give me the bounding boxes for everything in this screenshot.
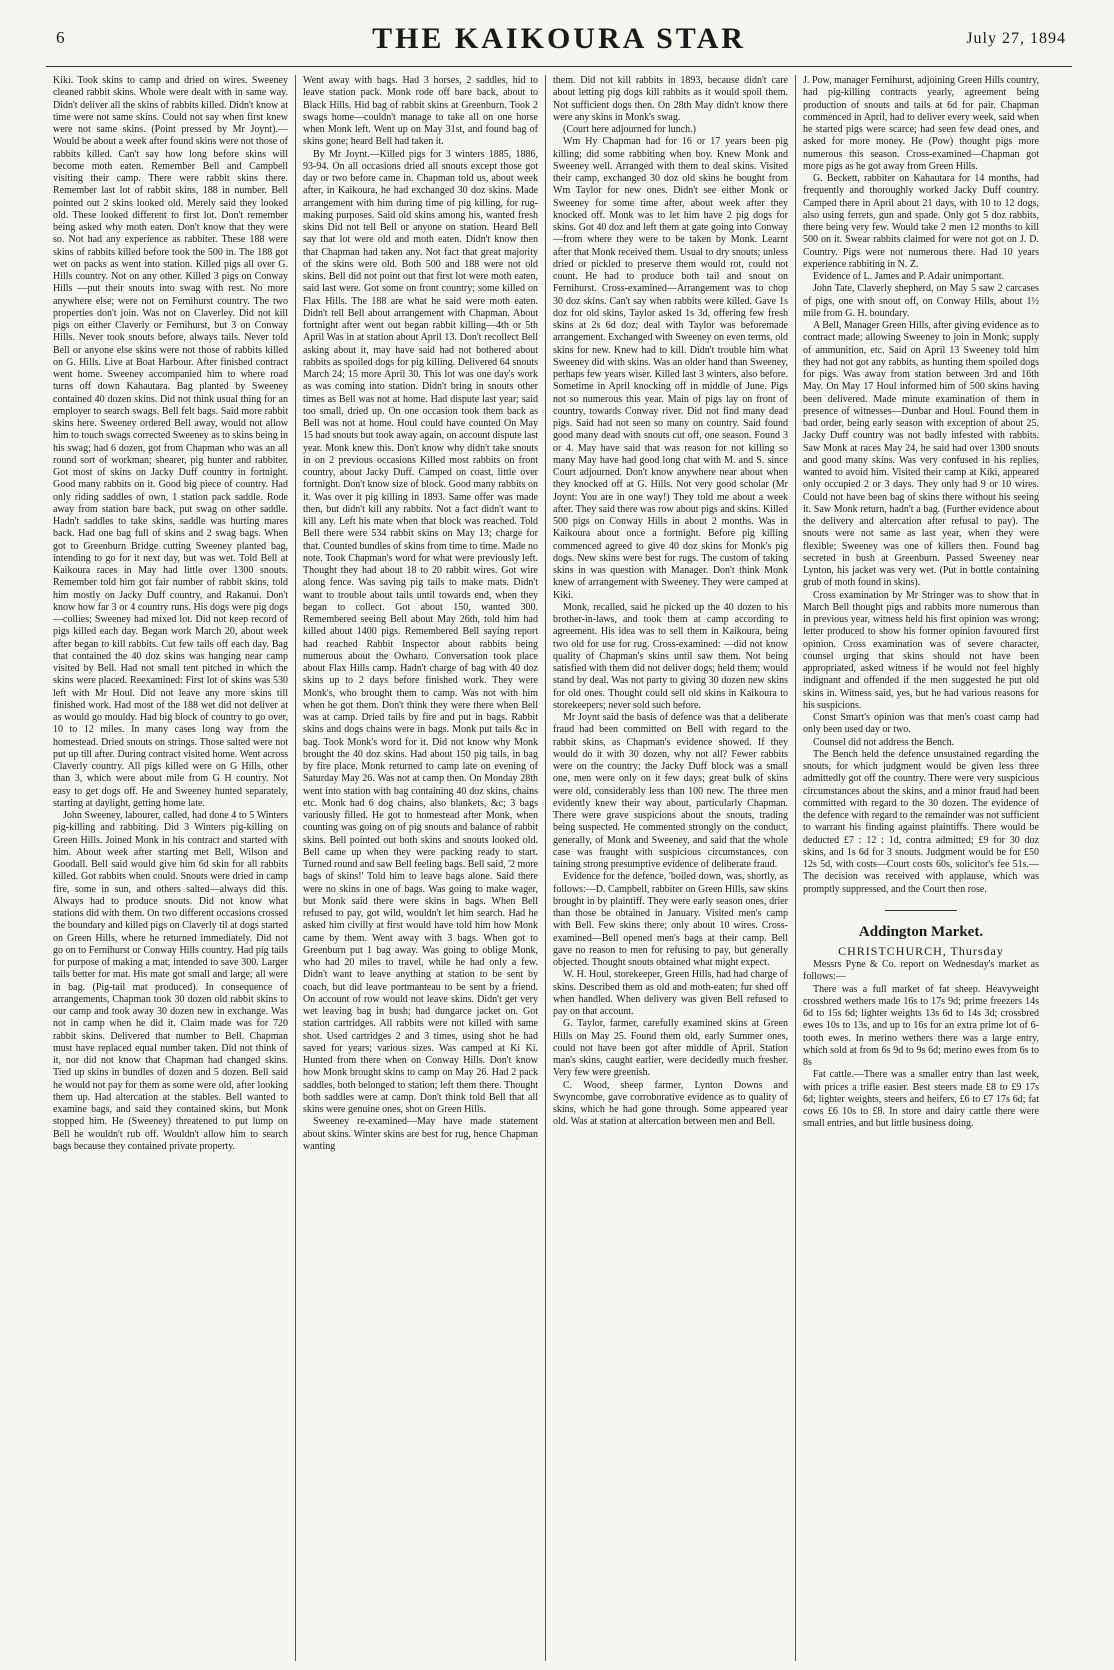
issue-date: July 27, 1894 bbox=[966, 30, 1066, 47]
paragraph: G. Beckett, rabbiter on Kahautara for 14 months, had frequently and thoroughly worked Jacky Duff country. Camped there in April about 21 days, with 10 to 12 dogs, also using ferrets, gun and spade. Only got 5 doz rabbits, there being very few. Would take 2 men 12 months to kill 500 on it. Swear rabbits claimed for were not got on J. D. Country. Pigs were not numerous there. Had 10 years experience rabbiting in N. Z. bbox=[803, 173, 1039, 270]
paragraph: Evidence for the defence, 'boiled down, was, shortly, as follows:—D. Campbell, rabbiter on Green Hills, saw skins brought in by plaintiff. They were early season ones, drier than those be obtained in January. Visited men's camp with Bell. Few skins there; only about 10 wires. Cross-examined—Bell opened men's bags at their camp. Bell gave no reason to men for refusing to pay, but generally objected. Thought snouts obtained what might expect. bbox=[553, 871, 788, 968]
masthead bbox=[46, 22, 1072, 67]
paragraph: J. Pow, manager Fernihurst, adjoining Green Hills country, had pig-killing contracts yearly, agreement being production of snouts and tails at 6d for pair. Chapman commenced in April, had to deliver every week, said when he started pigs were scarce; had seen few dead ones, and asked for more money. He (Pow) thought pigs more numerous this season. Cross-examined—Chapman got more pigs as he got away from Green Hills. bbox=[803, 75, 1039, 172]
paragraph: Messrs Pyne & Co. report on Wednesday's market as follows:— bbox=[803, 959, 1039, 983]
paragraph: There was a full market of fat sheep. Heavyweight crossbred wethers made 16s to 17s 9d; prime freezers 14s 6d to 15s 6d; lighter weights 13s 6d to 14s 3d; crossbred ewes 10s to 13s, and up to 16s for an extra prime lot of 6-tooth ewes. In merino wethers there was a large entry, which sold at from 6s 9d to 9s 6d; merino ewes from 6s to 8s bbox=[803, 983, 1039, 1068]
paragraph: Counsel did not address the Bench. bbox=[813, 736, 955, 748]
paragraph: A Bell, Manager Green Hills, after giving evidence as to contract made; allowing Sweeney to join in Monk; supply of ammunition, etc. Said on April 13 Sweeney told him they had not got any rabbits, as hunting them spoiled dogs for pigs. Was away from station between 3rd and 16th May. On May 17 Houl informed him of 500 skins having been delivered. Made minute examination of them in presence of witnesses—Dunbar and Houl. Found them in bad order, being early season with exception of about 25. Jacky Duff country was not badly infested with rabbits. Saw Monk at races May 24, he said had over 1300 snouts and good many skins. Was very confused in his replies, wanted to avoid him. Visited their camp at Kiki, appeared only occupied 2 or 3 days. They only had 9 or 10 wires. Could not have been bag of skins there without his seeing it. Saw Monk return, hadn't a bag. (Further evidence about the delivery and altercation after refusal to pay). The snouts were not same as last year, when they were flexible; Sweeney was one of killers then. Found bag secreted in bush at Greenburn. Passed Sweeney near Lynton, his jacket was very wet. (Put in bottle containing grub of moth found in skins). bbox=[803, 320, 1039, 589]
column-1 bbox=[46, 75, 296, 1661]
paragraph: them. Did not kill rabbits in 1893, because didn't care about letting pig dogs kill rabbits as it would spoil them. Not sufficient dogs then. On 28th May didn't know there were any skins in Monk's swag. bbox=[553, 75, 788, 123]
newspaper-title: THE KAIKOURA STAR bbox=[372, 22, 746, 55]
paragraph: Wm Hy Chapman had for 16 or 17 years been pig killing; did some rabbiting when boy. Knew Monk and Sweeney well. Arranged with them to deal skins. Visited their camp, exchanged 30 doz old skins he bought from Wm Taylor for new ones. Didn't see either Monk or Sweeney for some time after, about week after they knocked off. Monk was to let him have 2 pig dogs for skins. Got 40 doz and left them at gate going into Conway—from where they were to be taken by Monk. Learnt after that Monk received them. Usual to dry snouts; unless dried or pickled to preserve them would rot, could not count. He had to produce both tail and snout on Fernihurst. Cross-examined—Arrangement was to chop 30 doz skins. Can't say when rabbits were killed. Gave 1s doz for old skins, Taylor asked 1s 3d, offering few fresh skins at 2s 6d doz; deal with Taylor was beforemade arrangement. Exchanged with Sweeney on even terms, old skins for new. Knew had to kill. Didn't trouble him what Sweeney did with skins. Was an older hand than Sweeney, perhaps few years wiser. Killed last 3 winters, also before. Sometime in April knocking off in middle of June. Pigs not so numerous this year. Main of pigs lay on front of country, towards Conway river. Did not find many dead pigs. Said had not seen so many on country. Said found good many dead with snouts cut off, one season. Found 3 or 4. May have said that was reason for not killing so many May have had good long chat with M. and S. since Court adjourned. Don't know anywhere near about when they knocked off at G. Hills. Not very good scholar (Mr Joynt: You are in one way!) They told me about a week after. They said there was row about pigs and skins. Killed 500 pigs on Conway Hills in about 2 months. Was in Kaikoura about once a fortnight. Before pig killing commenced agreed to give 40 doz skins for Monk's pig dogs. New skins were best for rugs. The custom of taking skins in was question with Manager. Don't think Monk knew of arrangement with Sweeney. They were camped at Kiki. bbox=[553, 136, 788, 601]
dateline: CHRISTCHURCH, Thursday bbox=[838, 943, 1004, 958]
divider bbox=[885, 910, 957, 911]
paragraph: G. Taylor, farmer, carefully examined skins at Green Hills on May 25. Found them old, early Summer ones, could not have been got after middle of April. Station man's skins, caught earlier, were decidedly much fresher. Very few were greenish. bbox=[553, 1018, 788, 1079]
column-2 bbox=[296, 75, 546, 1661]
paragraph: By Mr Joynt.—Killed pigs for 3 winters 1885, 1886, 93-94. On all occasions dried all snouts except those got day or two before came in. Chapman told us, about week after, in Kaikoura, he had exchanged 30 doz skins. Made arrangement with him during time of pig killing, for rug-making purposes. Said old skins among his, wanted fresh skins Did not tell Bell or anyone on station. Heard Bell say that lot were old and moth eaten. Didn't know then that Chapman had taken any. Not fact that great majority of the skins were old. Both 500 and 188 were not old skins. Bell did not point out that first lot were moth eaten, said last were. Got some on front country; some killed on Flax Hills. The 188 are what he said were moth eaten. Didn't tell Bell about arrangement with Chapman. About fortnight after went out began rabbit killing—4th or 5th April Was in at station about April 13. Don't recollect Bell asking about it, may have said had not bothered about rabbits as spoiled dogs for pig killing. Delivered 64 snouts March 24; 15 more April 30. This lot was one day's work as was coming into station. Didn't bring in snouts other times as Bell was not at home. Had dispute last year; said too small, dried up. On one occasion took them back as Bell was not at home. Houl could have counted On May 15 had snouts but took away again, on account dispute last year. Monk knew this. Don't know why didn't take snouts in on 2 previous occasions Killed most rabbits on front country, about Jacky Duff. Camped on coast, little over fortnight. Don't know size of block. Good many rabbits on it. Was over it pig killing in 1893. Same offer was made then, but didn't kill any rabbits. Not a fact didn't want to kill any. Left his mate when that block was reached. Told Bell there were 534 rabbit skins on May 13; charge for that. Counted bundles of skins from time to time. Made no note. Took Chapman's word for what were previously left. Thought they had about 18 to 20 rabbit wires. Got wire along fence. Was saving pig tails to make mats. Didn't want to trouble about tails until towards end, when they began to collect. Got about 150, wanted 300. Remembered seeing Bell about May 26th, told him had killed about 1400 pigs. Remembered Bell saying report had reached Rabbit Inspector about rabbits being numerous about the Owharo. Conversation took place about Flax Hills camp. Hadn't charge of bag with 40 doz skins up to 2 days before finished work. They were Monk's, who brought them to camp. Was not with him when he got them. Don't think they were there when Bell was at camp. Dried tails by fire and put in bags. Rabbit skins and dogs chains were in bags. Monk put tails &c in bag. Took Monk's word for it. Did not know why Monk brought the 40 doz skins. Had about 150 pig tails, in bag by fire place. Monk returned to camp late on evening of Saturday May 26. Was not at camp then. On Monday 28th went into station with bag containing 40 doz skins, chains etc. Monk had 6 dog chains, also blankets, &c; 3 bags variously filled. He got to homestead after Monk, when counting was going on of pig snouts and balance of rabbit skins. Bell pointed out both skins and snouts looked old. Bell came up when they were packing ready to start. Turned round and saw Bell feeling bags. Bell said, '2 more bags of skins!' Told him to leave bags alone. Said there were no skins in one of bags. Was going to make wager, but Monk said there were skins in bags. When Bell refused to pay, got wild, wouldn't let him search. Had he asked him civilly at first would have told him how Monk came by them. Went away with 3 bags. When got to Greenburn put 1 bag away. Was going to oblige Monk, who had 20 miles to travel, while he had only a few. Didn't want to leave anything at station to be sent by coach, but did leave portmanteau to be sent by a friend. On account of row would not leave skins. Didn't get very wet leaving bag in bush; had dungarce jacket on. Got station cartridges. All rabbits were not killed with same shot. Used cartridges 2 and 3 times, using shot he had saved for years; various sizes. Was camped at Ki Ki. Hunted from there when on Conway Hills. Don't know how Monk brought skins to camp on May 26. Had 2 pack saddles, both belonged to station; left them there. Thought both saddles were at camp. Don't think told Bell that all skins were genuine ones, shot on Green Hills. bbox=[303, 148, 538, 1115]
paragraph: (Court here adjourned for lunch.) bbox=[563, 124, 697, 135]
paragraph: Fat cattle.—There was a smaller entry than last week, with prices a trifle easier. Best steers made £8 to £9 17s 6d; lighter weights, steers and heifers, £6 to £7 17s 6d; fat cows £6 10s to £8. In store and dairy cattle there were small entries, and but little business doing. bbox=[803, 1069, 1039, 1130]
paragraph: Mr Joynt said the basis of defence was that a deliberate fraud had been committed on Bell with regard to the rabbit skins, as Chapman's evidence showed. If they would do it with 30 dozen, why not all? Fewer rabbits were on the country; the Jacky Duff block was a small one, men were only on it few days; great bulk of skins were old, considerably less than 100 new. The three men evidently knew their way about, particularly Chapman. There were grave suspicions about the snouts, trading being suspected. He commented strongly on the conduct, generally, of Monk and Sweeney, and said that the whole case was fraught with suspicious circumstances, con taining strong presumptive evidence of deliberate fraud. bbox=[553, 712, 788, 870]
paragraph: Cross examination by Mr Stringer was to show that in March Bell thought pigs and rabbits more numerous than in previous year, witness held his first opinion was wrong; letter produced to show his former opinion favoured first opinion. Cross examination was of severe character, counsel urging that skins should not have been appropriated, asked witness if he would not feel highly indignant and offended if the men suggested he put old skins in. Witness said, yes, but he had various reasons for his suspicions. bbox=[803, 589, 1039, 711]
article-heading: Addington Market. bbox=[858, 923, 984, 940]
paragraph: Kiki. Took skins to camp and dried on wires. Sweeney cleaned rabbit skins. Whole were dealt with in same way. Didn't deliver all the skins of rabbits killed. Didn't know at time were not same skins. Could not say when first knew were not same skins. (Point pressed by Mr Joynt).—Would be about a week after found skins were not those of rabbits killed. Can't say how long before skins will become moth eaten. Remember Bell and Campbell visiting their camp. There were rabbit skins there. Remember last lot of rabbit skins, 188 in number. Bell pointed out 2 skins looked old. Merely said they looked old. These looked different to first lot. Don't remember being asked why moth eaten. Don't know that they were so. Not had any experience as rabbiter. These 188 were skins of rabbits killed before took the 500 in. The 188 got wet on packs as went into station. Killed pigs all over G. Hills country. Not on any other. Killed 3 pigs on Conway Hills —put their snouts into swag with rest. No more anywhere else; were not on Fernihurst country. The two properties don't join. Was not on Claverley. Did not kill pigs on either Claverly or Fernihurst, but 3 on Conway Hills. Never took snouts before, always tails. Never told Bell or anyone else skins were not those of rabbits killed on G. Hills. Live at Boat Harbour. After finished contract went home. Sweeney accompanied him to where road turns off down Kahautara. Bag planted by Sweeney contained 40 dozen skins. Did not think usual thing for an employer to search swags. Bell felt bags. Said more rabbit skins here. Sweeney ordered Bell away, would not allow him to touch swags corrected Sweeney as to skins being in his swag; had 6 dozen, got from Chapman who was an all round sort of workman; shearer, pig hunter and rabbiter. Got most of skins on Jacky Duff country in fortnight. Good many rabbits on it. Good big piece of country. Had only riding saddles of own, 1 station pack saddle. Rode away from station bare back, put swag on other saddle. Hadn't saddles to take skins, saddle was hurting mares back. Had one bag full of skins and 2 swag bags. When got to Greenburn Bridge cutting Sweeney planted bag, intending to go for it next day, but was wet. Told Bell at Kaikoura races in May had little over 1300 snouts. Remember told him got fair number of rabbit skins, told him mostly on Jacky Duff country, and Rakanui. Don't know how far 3 or 4 country runs. His dogs were pig dogs—collies; Sweeney had mixed lot. Did not keep record of pigs killed each day. Began work March 20, about week after began to kill rabbits. Cut few tails off each day. Bag that contained the 40 doz skins was hanging near camp visited by Bell. Had not small tent pitched in which the skins were placed. Reexamined: First lot of skins was 530 left with Mr Houl. Did not leave any more skins till finished work. Had most of the 188 wet did not deliver at as would go mouldy. Had big block of country to go over, 10 to 12 miles. In many cases long way from the homestead. Dried snouts on strings. Those salted were not put up till after. During contract visited home. Went across Claverly country. All pigs killed were on G Hills, other than 3, which were about mile from G H country. Not easy to get dogs off. He and Sweeney hunted separately, starting at daylight, getting home late. bbox=[53, 75, 288, 809]
column-3 bbox=[546, 75, 796, 1661]
paragraph: Sweeney re-examined—May have made statement about skins. Winter skins are best for rug, hence Chapman wanting bbox=[303, 1116, 538, 1152]
paragraph: W. H. Houl, storekeeper, Green Hills, had had charge of skins. Described them as old and moth-eaten; fur shed off when handled. When delivery was given Bell refused to pay on that account. bbox=[553, 969, 788, 1017]
paragraph: Const Smart's opinion was that men's coast camp had only been used day or two. bbox=[803, 712, 1039, 736]
columns bbox=[46, 75, 1072, 1661]
paragraph: Evidence of L. James and P. Adair unimportant. bbox=[813, 271, 1005, 282]
paragraph: Went away with bags. Had 3 horses, 2 saddles, hid to leave station pack. Monk rode off bare back, about to Black Hills. Hid bag of rabbit skins at Greenburn. Took 2 swags home—couldn't manage to take all on one horse when Monk left. Went up on May 31st, and found bag of skins gone; heard Bell had taken it. bbox=[303, 75, 538, 148]
paragraph: John Tate, Claverly shepherd, on May 5 saw 2 carcases of pigs, one with snout off, on Conway Hills, about 1½ mile from G. H. boundary. bbox=[803, 283, 1039, 319]
paragraph: C. Wood, sheep farmer, Lynton Downs and Swyncombe, gave corroborative evidence as to quality of skins, which he had gone through. Some appeared year old. Was at station at altercation between men and Bell. bbox=[553, 1079, 788, 1128]
paragraph: The Bench held the defence unsustained regarding the snouts, for which judgment would be given less three admittedly got off the country. There were very suspicious circumstances about the skins, and a minor fraud had been committed with regard to the 30 dozen. The evidence of the defence with regard to the remainder was not sufficient to warrant his finding against plaintiffs. There would be deducted £7 : 12 : 1d, contra admitted; £9 for 30 doz skins, and 1s 6d for 3 snouts. Judgment would be for £50 12s 5d, with costs—Court costs 60s, solicitor's fee 51s.—The decision was received with applause, which was promptly suppressed, and the Court then rose. bbox=[803, 748, 1039, 895]
column-4 bbox=[796, 75, 1046, 1661]
paragraph: Monk, recalled, said he picked up the 40 dozen to his brother-in-laws, and took them at camp according to agreement. His idea was to sell them in Kaikoura, being two old for use for rug. Cross-examined: —did not know quality of Chapman's skins until saw them. Not being satisfied with them did not deliver dogs; held them; would stand by deal. Was not party to giving 30 dozen new skins for old ones. Thought could sell old skins in Kaikoura to storekeepers; never sold such before. bbox=[553, 601, 788, 711]
paragraph: John Sweeney, labourer, called, had done 4 to 5 Winters pig-killing and rabbiting. Did 3 Winters pig-killing on Green Hills. Joined Monk in his contract and started with him. About week after starting met Bell, Wilson and Goodall. Bell said would give him 6d skin for all rabbits killed. Got rabbits when could. Snouts were dried in camp fire, some in sun, and others salted—always did this. Always had to produce snouts. Did not know what stations did with them. On two different occasions crossed the boundary and killed pigs on Claverly til at dogs started on Green Hills, where he returned immediately. Did not go on to Fernihurst or Conway Hills country. Had pig tails for purpose of making a mat; intended to save 300. Larger tails better for mat. His mate got small and large; all were in bag. (Pig-tail mat produced). In consequence of arrangements, Chapman took 30 dozen old rabbit skins to our camp and took away 30 dozen new in exchange. Was not in camp when he did it. Claim made was for 720 rabbit skins. Delivered that number to Bell. Chapman must have replaced equal number taken. Did not think of it, nor did not know that Chapman had changed skins. Tied up skins in bundles of dozen and 5 dozen. Bell said he would not pay for them as some were old, after looking them up. Had altercation at the stables. Bell wanted to examine bags, and said they contained skins, but Monk stopped him. He (Sweeney) threatened to put lump on Bell he wouldn't rub off. Wouldn't allow him to search bags because they contained private property. bbox=[53, 810, 288, 1152]
page-number: 6 bbox=[56, 28, 65, 47]
